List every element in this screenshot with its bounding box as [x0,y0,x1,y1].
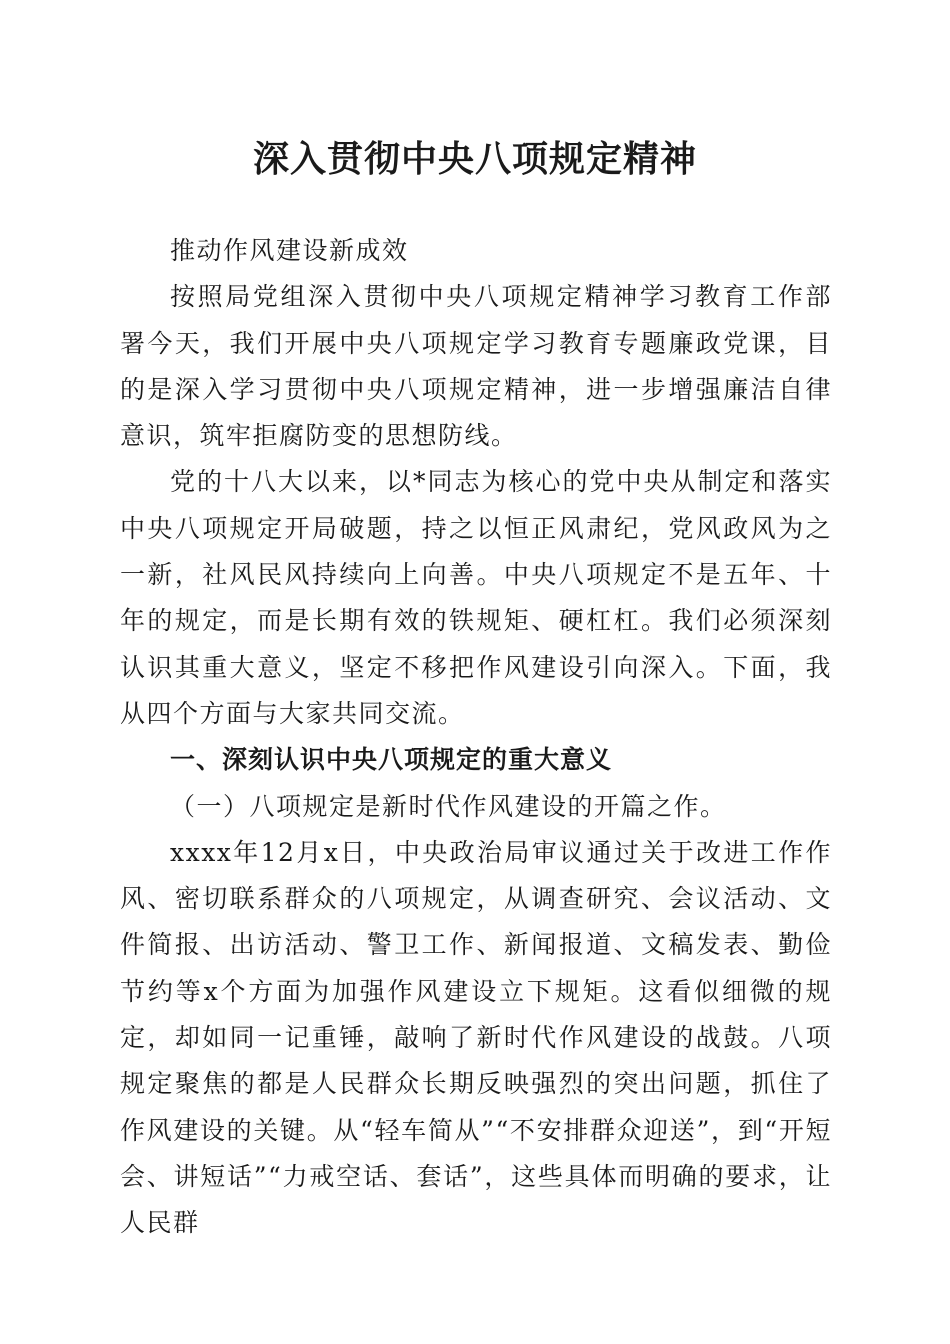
intro-paragraph: 按照局党组深入贯彻中央八项规定精神学习教育工作部署今天，我们开展中央八项规定学习教育专题廉政党课，目的是深入学习贯彻中央八项规定精神，进一步增强廉洁自律意识，筑牢拒腐防变的思想防线。 [120,282,832,451]
document-title: 深入贯彻中央八项规定精神 [252,139,697,180]
document-body [120,228,832,1247]
subsection-heading: （一）八项规定是新时代作风建设的开篇之作。 [170,791,727,821]
section-heading: 一、深刻认识中央八项规定的重大意义 [170,745,613,775]
background-paragraph: 党的十八大以来，以*同志为核心的党中央从制定和落实中央八项规定开局破题，持之以恒正风肃纪，党风政风为之一新，社风民风持续向上向善。中央八项规定不是五年、十年的规定，而是长期有效的铁规矩、硬杠杠。我们必须深刻认识其重大意义，坚定不移把作风建设引向深入。下面，我从四个方面与大家共同交流。 [120,467,832,728]
body-paragraph: xxxx年12月x日，中央政治局审议通过关于改进工作作风、密切联系群众的八项规定，从调查研究、会议活动、文件简报、出访活动、警卫工作、新闻报道、文稿发表、勤俭节约等x个方面为加强作风建设立下规矩。这看似细微的规定，却如同一记重锤，敲响了新时代作风建设的战鼓。八项规定聚焦的都是人民群众长期反映强烈的突出问题，抓住了作风建设的关键。从“轻车简从”“不安排群众迎送”，到“开短会、讲短话”“力戒空话、套话”，这些具体而明确的要求，让人民群 [120,837,832,1238]
subtitle-paragraph: 推动作风建设新成效 [170,236,409,265]
